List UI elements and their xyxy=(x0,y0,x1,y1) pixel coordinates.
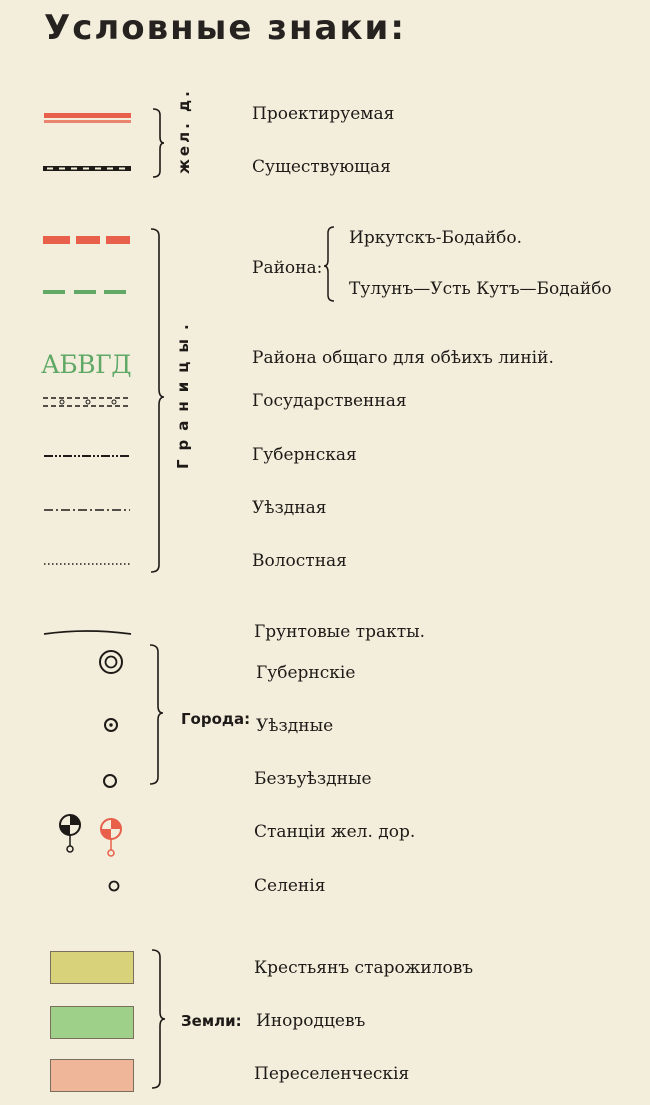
district-irkutsk-label: Иркутскъ-Бодайбо. xyxy=(349,228,522,248)
dot-circle-icon xyxy=(105,719,117,731)
red-dash-line-icon xyxy=(43,236,130,244)
red-band-line-icon xyxy=(44,113,131,123)
railway-projected-label: Проектируемая xyxy=(252,104,395,124)
borders-brace xyxy=(151,229,164,572)
volost-border-label: Волостная xyxy=(252,551,347,571)
town-uezd-label: Уѣздные xyxy=(256,716,334,736)
district-brace xyxy=(324,227,334,301)
land-oldtimers-label: Крестьянъ старожиловъ xyxy=(254,958,474,978)
legend-title: Условные знаки: xyxy=(44,8,406,48)
road-label: Грунтовые тракты. xyxy=(254,622,426,642)
state-border-line-icon xyxy=(43,398,129,406)
land-settlers-swatch xyxy=(50,1059,134,1092)
railway-brace xyxy=(153,109,164,177)
station-red-icon xyxy=(101,819,121,856)
district-label: Района: xyxy=(252,258,323,278)
land-natives-label: Инородцевъ xyxy=(256,1011,366,1031)
lands-group-label: Земли: xyxy=(181,1012,242,1030)
land-natives-swatch xyxy=(50,1006,134,1039)
uezd-border-label: Уѣздная xyxy=(252,498,327,518)
village-label: Селенія xyxy=(254,876,326,896)
towns-brace xyxy=(150,645,163,784)
gubernia-border-label: Губернская xyxy=(252,445,357,465)
common-district-label: Района общаго для обѣихъ линій. xyxy=(252,348,554,368)
land-settlers-label: Переселенческія xyxy=(254,1064,410,1084)
small-circle-icon xyxy=(110,882,119,891)
state-border-label: Государственная xyxy=(252,391,407,411)
road-line-icon xyxy=(44,631,131,634)
town-gubernia-label: Губернскіе xyxy=(256,663,356,683)
railway-group-label: жел. д. xyxy=(175,88,193,174)
black-dashed-rail-line-icon xyxy=(43,166,131,171)
railway-existing-label: Существующая xyxy=(252,157,391,177)
lands-brace xyxy=(152,950,165,1088)
land-oldtimers-swatch xyxy=(50,951,134,984)
station-icon xyxy=(60,815,80,852)
double-circle-icon xyxy=(100,651,122,673)
green-dash-line-icon xyxy=(43,290,126,294)
district-tulun-label: Тулунъ—Усть Кутъ—Бодайбо xyxy=(349,279,612,299)
station-label: Станціи жел. дор. xyxy=(254,822,416,842)
common-district-sample: АБВГД xyxy=(41,350,132,379)
town-no-uezd-label: Безъуѣздные xyxy=(254,769,372,789)
circle-icon xyxy=(104,775,116,787)
towns-group-label: Города: xyxy=(181,710,251,728)
borders-group-label: Границы. xyxy=(174,315,192,469)
